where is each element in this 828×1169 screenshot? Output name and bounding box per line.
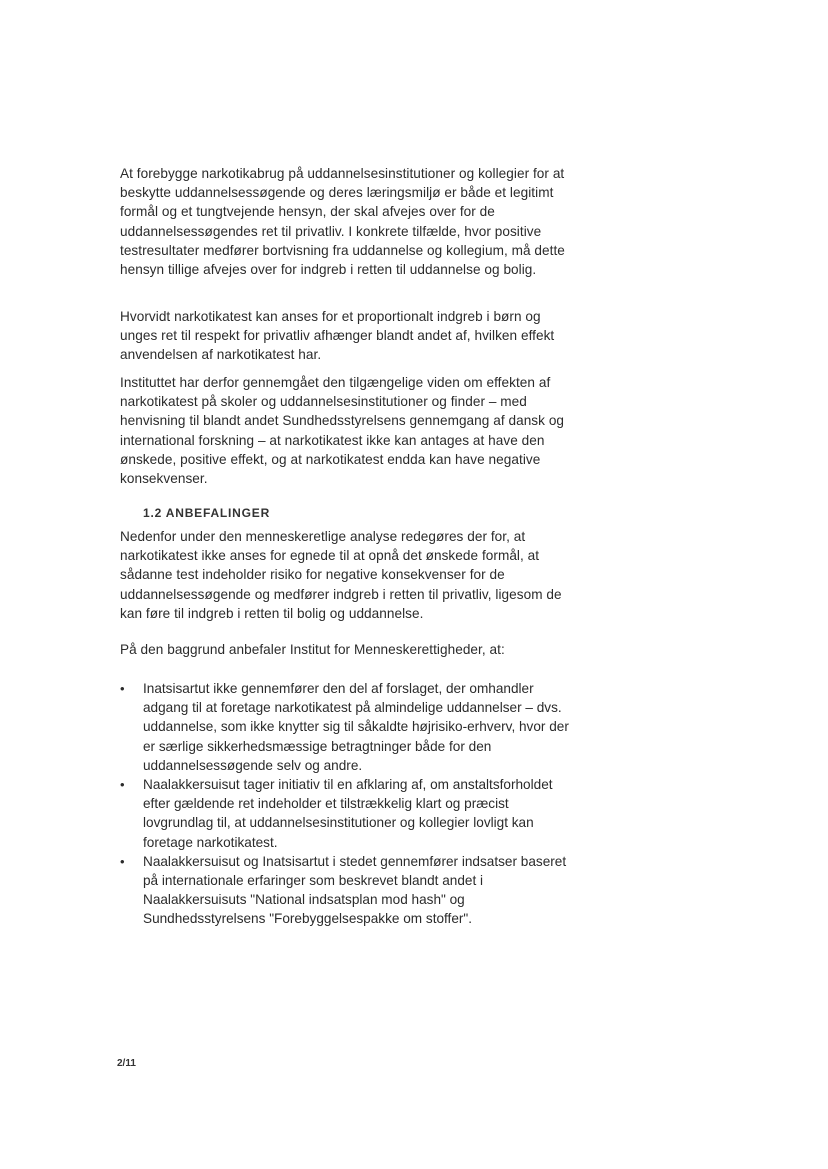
recommendation-list	[120, 679, 580, 929]
list-item	[120, 775, 580, 852]
recommendation-text: Naalakkersuisut tager initiativ til en afklaring af, om anstaltsforholdet efter gældende ret indeholder et tilstrækkelig klart og præcist lovgrundlag til, at uddannelsesinstitutioner og kollegier lovligt kan foretage narkotikatest.	[143, 777, 553, 850]
bullet-icon: •	[120, 777, 125, 793]
bullet-icon: •	[120, 681, 125, 696]
bullet-icon: •	[120, 853, 125, 869]
paragraph-proportionality: Hvorvidt narkotikatest kan anses for et proportionalt indgreb i børn og unges ret til respekt for privatliv afhænger blandt andet af, hvilken effekt anvendelsen af narkotikatest har.	[120, 309, 555, 363]
paragraph-effect-review: Instituttet har derfor gennemgået den tilgængelige viden om effekten af narkotikatest på skoler og uddannelsesinstitutioner og finder – med henvisning til blandt andet Sundhedsstyrelsens gennemgang af dansk og international forskning – at narkotikatest ikke kan antages at have den ønskede, positive effekt, og at narkotikatest endda kan have negative konsekvenser.	[120, 375, 565, 487]
paragraph-legitimate-purpose: At forebygge narkotikabrug på uddannelsesinstitutioner og kollegier for at beskytte uddannelsessøgende og deres læringsmiljø er både et legitimt formål og et tungtvejende hensyn, der skal afvejes over for de uddannelsessøgendes ret til privatliv. I konkrete tilfælde, hvor positive testresultater medfører bortvisning fra uddannelse og kollegium, må dette hensyn tillige afvejes over for indgreb i retten til uddannelse og bolig.	[120, 166, 565, 278]
recommendation-text: Naalakkersuisut og Inatsisartut i stedet gennemfører indsatser baseret på internationale erfaringer som beskrevet blandt andet i Naalakkersuisuts "National indsatsplan mod hash" og Sundhedsstyrelsens "Forebyggelsespakke om stoffer".	[143, 853, 567, 927]
list-item	[120, 679, 580, 775]
paragraph-recommendations-intro: Nedenfor under den menneskeretlige analyse redegøres der for, at narkotikatest ikke anses for egnede til at opnå det ønskede formål, at sådanne test indeholder risiko for negative konsekvenser for de uddannelsessøgende og medfører indgreb i retten til privatliv, ligesom de kan føre til indgreb i retten til bolig og uddannelse.	[120, 529, 562, 621]
list-item	[120, 852, 580, 929]
page-number: 2/11	[117, 1058, 136, 1069]
paragraph-recommendations-lead: På den baggrund anbefaler Institut for Menneskerettigheder, at:	[120, 642, 505, 657]
section-heading-recommendations: 1.2 ANBEFALINGER	[143, 506, 271, 520]
recommendation-text: Inatsisartut ikke gennemfører den del af forslaget, der omhandler adgang til at foretage narkotikatest på almindelige uddannelser – dvs. uddannelse, som ikke knytter sig til såkaldte højrisiko-erhverv, hvor der er særlige sikkerhedsmæssige betragtninger både for den uddannelsessøgende selv og andre.	[143, 681, 569, 773]
